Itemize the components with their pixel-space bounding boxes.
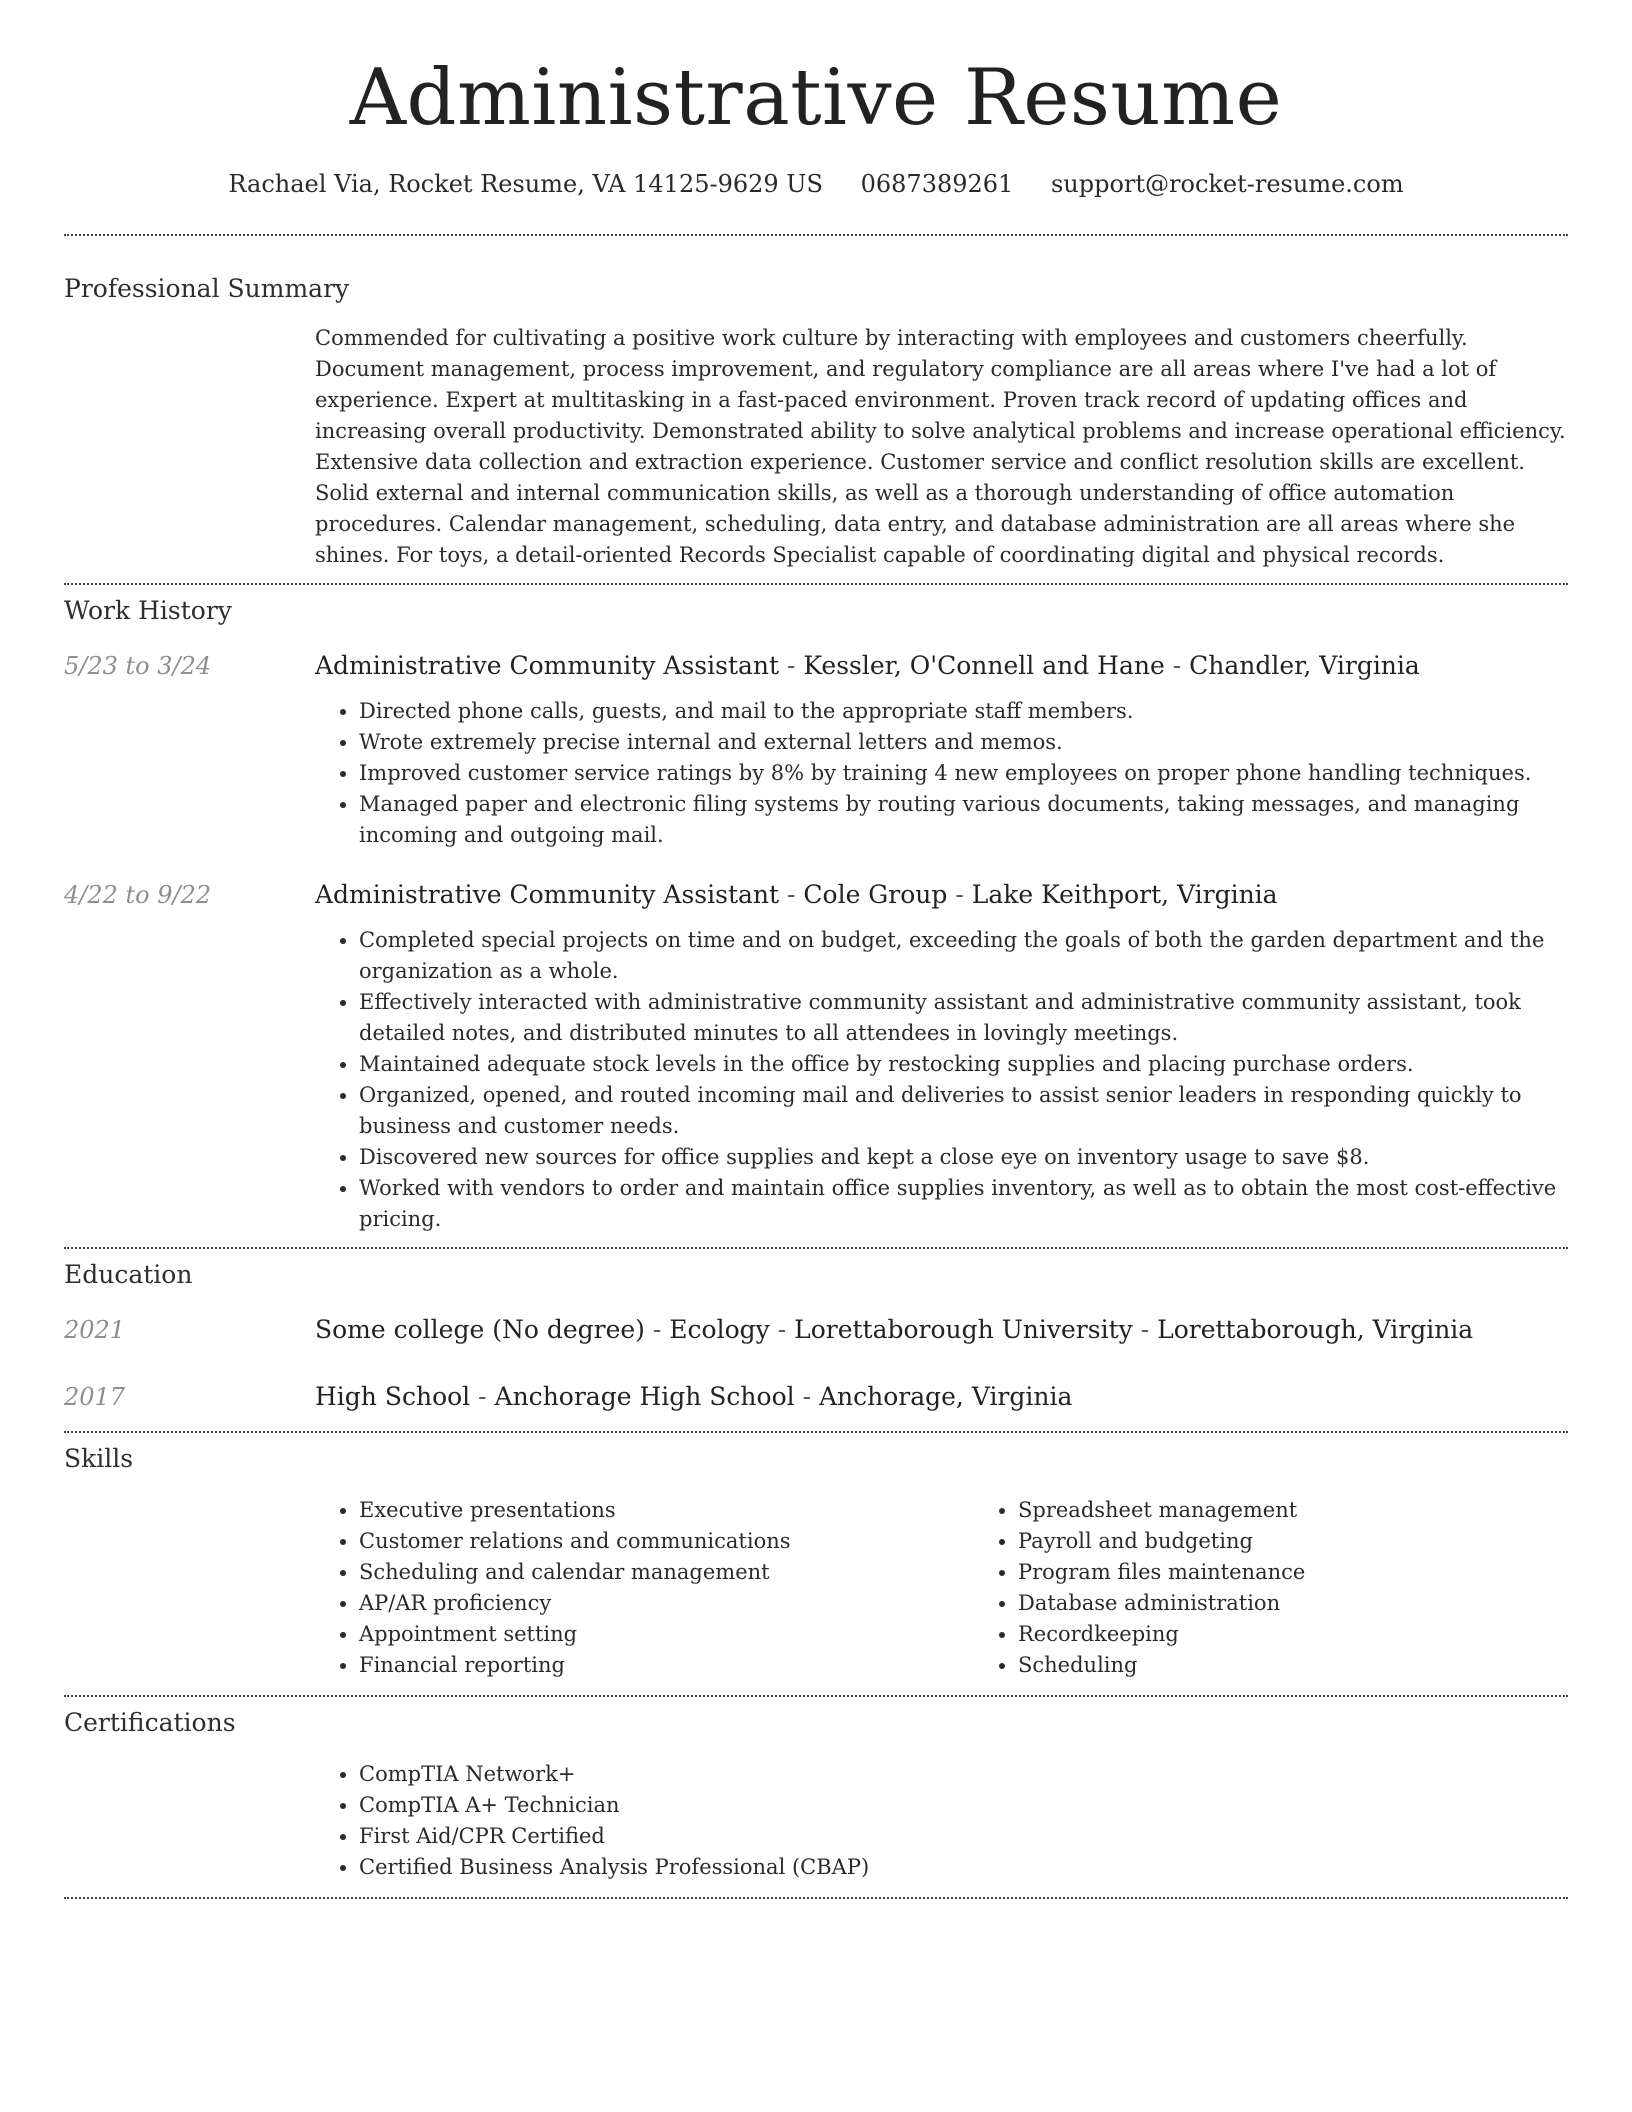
education-degree: Some college (No degree) — [315, 1315, 645, 1344]
resume-header — [64, 0, 1568, 200]
skills-heading: Skills — [64, 1444, 134, 1473]
list-item: • First Aid/CPR Certified — [359, 1821, 1568, 1852]
list-item: • Scheduling — [1018, 1650, 1632, 1681]
list-item: • CompTIA A+ Technician — [359, 1790, 1568, 1821]
job-entry — [64, 879, 1568, 1235]
education-entry — [64, 1381, 1568, 1413]
job-dates: 5/23 to 3/24 — [64, 652, 212, 680]
contact-phone: 0687389261 — [860, 170, 1014, 198]
work-history-heading: Work History — [64, 596, 232, 625]
skills-list-right — [974, 1495, 1632, 1681]
job-title: Administrative Community Assistant — [315, 651, 780, 680]
education-heading-line: High School - Anchorage High School - Anchorage, Virginia — [315, 1382, 1073, 1411]
skills-section — [64, 1433, 1568, 1681]
education-degree: High School — [315, 1382, 471, 1411]
education-field: Ecology — [669, 1315, 770, 1344]
job-company: Cole Group — [803, 880, 948, 909]
list-item: • Appointment setting — [359, 1619, 974, 1650]
job-company: Kessler, O'Connell and Hane — [803, 651, 1165, 680]
education-school: Lorettaborough University — [794, 1315, 1133, 1344]
divider — [64, 1897, 1568, 1899]
list-item: • Customer relations and communications — [359, 1526, 974, 1557]
certifications-list — [315, 1759, 1568, 1883]
job-entry — [64, 650, 1568, 851]
list-item: • CompTIA Network+ — [359, 1759, 1568, 1790]
list-item: • Effectively interacted with administrative community assistant and administrative community assistant, took detailed notes, and distributed minutes to all attendees in lovingly meetings. — [359, 987, 1568, 1049]
education-location: Anchorage, Virginia — [818, 1382, 1073, 1411]
education-heading-line: Some college (No degree) - Ecology - Lorettaborough University - Lorettaborough, Virginia — [315, 1315, 1474, 1344]
contact-address: Rachael Via, Rocket Resume, VA 14125-9629 US — [228, 170, 823, 198]
list-item: • Payroll and budgeting — [1018, 1526, 1632, 1557]
education-heading: Education — [64, 1260, 193, 1289]
list-item: • Directed phone calls, guests, and mail to the appropriate staff members. — [359, 696, 1568, 727]
education-location: Lorettaborough, Virginia — [1157, 1315, 1474, 1344]
list-item: • Program files maintenance — [1018, 1557, 1632, 1588]
list-item: • Wrote extremely precise internal and external letters and memos. — [359, 727, 1568, 758]
certifications-heading: Certifications — [64, 1708, 236, 1737]
job-bullets — [315, 696, 1568, 851]
summary-heading: Professional Summary — [64, 274, 350, 303]
education-entry — [64, 1314, 1568, 1346]
list-item: • Maintained adequate stock levels in the office by restocking supplies and placing purchase orders. — [359, 1049, 1568, 1080]
list-item: • Organized, opened, and routed incoming mail and deliveries to assist senior leaders in responding quickly to business and customer needs. — [359, 1080, 1568, 1142]
education-year: 2021 — [64, 1316, 126, 1344]
education-section — [64, 1249, 1568, 1413]
list-item: • Improved customer service ratings by 8% by training 4 new employees on proper phone handling techniques. — [359, 758, 1568, 789]
list-item: • Scheduling and calendar management — [359, 1557, 974, 1588]
list-item: • Recordkeeping — [1018, 1619, 1632, 1650]
list-item: • Discovered new sources for office supplies and kept a close eye on inventory usage to save $8. — [359, 1142, 1568, 1173]
list-item: • Certified Business Analysis Professional (CBAP) — [359, 1852, 1568, 1883]
list-item: • AP/AR proficiency — [359, 1588, 974, 1619]
list-item: • Spreadsheet management — [1018, 1495, 1632, 1526]
work-history-section — [64, 585, 1568, 1235]
education-year: 2017 — [64, 1383, 126, 1411]
education-school: Anchorage High School — [494, 1382, 795, 1411]
list-item: • Financial reporting — [359, 1650, 974, 1681]
job-heading: Administrative Community Assistant - Cole Group - Lake Keithport, Virginia — [315, 880, 1278, 909]
page-title: Administrative Resume — [349, 53, 1283, 143]
list-item: • Managed paper and electronic filing systems by routing various documents, taking messages, and managing incoming and outgoing mail. — [359, 789, 1568, 851]
summary-text: Commended for cultivating a positive work culture by interacting with employees and customers cheerfully. Document management, process improvement, and regulatory compliance are all areas where I've had a lot of experience. Expert at multitasking in a fast-paced environment. Proven track record of updating offices and increasing overall productivity. Demonstrated ability to solve analytical problems and increase operational efficiency. Extensive data collection and extraction experience. Customer service and conflict resolution skills are excellent. Solid external and internal communication skills, as well as a thorough understanding of office automation procedures. Calendar management, scheduling, data entry, and database administration are all areas where she shines. For toys, a detail-oriented Records Specialist capable of coordinating digital and physical records. — [315, 326, 1566, 567]
list-item: • Completed special projects on time and on budget, exceeding the goals of both the garden department and the organization as a whole. — [359, 925, 1568, 987]
job-dates: 4/22 to 9/22 — [64, 881, 212, 909]
list-item: • Database administration — [1018, 1588, 1632, 1619]
job-heading: Administrative Community Assistant - Kessler, O'Connell and Hane - Chandler, Virginia — [315, 651, 1420, 680]
summary-section — [64, 236, 1568, 571]
job-title: Administrative Community Assistant — [315, 880, 780, 909]
job-location: Chandler, Virginia — [1189, 651, 1420, 680]
contact-email: support@rocket-resume.com — [1050, 170, 1404, 198]
contact-line — [64, 168, 1568, 200]
job-bullets — [315, 925, 1568, 1235]
skills-list-left — [315, 1495, 974, 1681]
job-location: Lake Keithport, Virginia — [971, 880, 1278, 909]
list-item: • Worked with vendors to order and maintain office supplies inventory, as well as to obtain the most cost-effective pricing. — [359, 1173, 1568, 1235]
certifications-section — [64, 1697, 1568, 1883]
list-item: • Executive presentations — [359, 1495, 974, 1526]
